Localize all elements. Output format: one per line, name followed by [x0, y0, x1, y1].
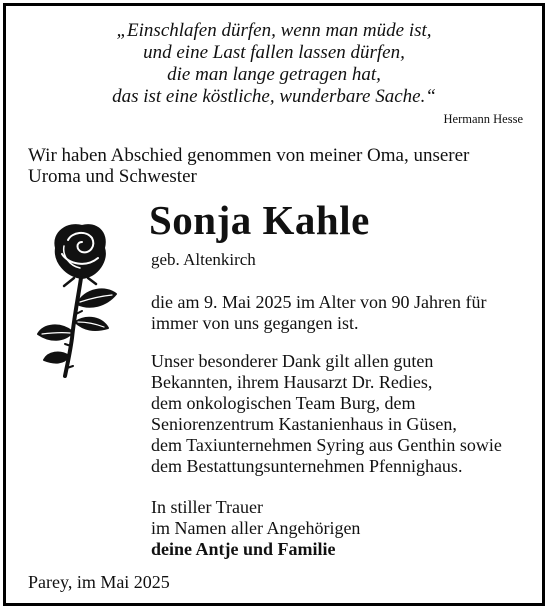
passing-text: [151, 292, 486, 334]
thanks-line: Unser besonderer Dank gilt allen guten: [151, 351, 434, 371]
quote-author: Hermann Hesse: [443, 112, 523, 126]
quote: [6, 20, 542, 108]
place-date: Parey, im Mai 2025: [28, 572, 170, 592]
rose-icon: [34, 218, 129, 378]
thanks-text: [151, 351, 502, 477]
passing-line: die am 9. Mai 2025 im Alter von 90 Jahren für: [151, 292, 487, 312]
thanks-line: dem Taxiunternehmen Syring aus Genthin sowie: [151, 435, 502, 455]
obituary-card: [3, 3, 545, 606]
thanks-line: Bekannten, ihrem Hausarzt Dr. Redies,: [151, 372, 433, 392]
deceased-name: Sonja Kahle: [149, 197, 370, 243]
mourning-line: im Namen aller Angehörigen: [151, 518, 361, 538]
intro-text: [28, 145, 469, 187]
quote-line: die man lange getragen hat,: [167, 64, 381, 85]
intro-line: Wir haben Abschied genommen von meiner Oma, unserer: [28, 145, 470, 166]
quote-line: und eine Last fallen lassen dürfen,: [143, 42, 405, 63]
birth-name: geb. Altenkirch: [151, 250, 256, 269]
mourning-line: In stiller Trauer: [151, 497, 263, 517]
quote-line: das ist eine köstliche, wunderbare Sache.“: [112, 86, 436, 107]
signature: deine Antje und Familie: [151, 539, 336, 559]
intro-line: Uroma und Schwester: [28, 166, 197, 187]
passing-line: immer von uns gegangen ist.: [151, 313, 359, 333]
thanks-line: Seniorenzentrum Kastanienhaus in Güsen,: [151, 414, 457, 434]
thanks-line: dem Bestattungsunternehmen Pfennighaus.: [151, 456, 463, 476]
mourning-text: [151, 497, 360, 560]
thanks-line: dem onkologischen Team Burg, dem: [151, 393, 416, 413]
quote-line: „Einschlafen dürfen, wenn man müde ist,: [116, 20, 432, 41]
